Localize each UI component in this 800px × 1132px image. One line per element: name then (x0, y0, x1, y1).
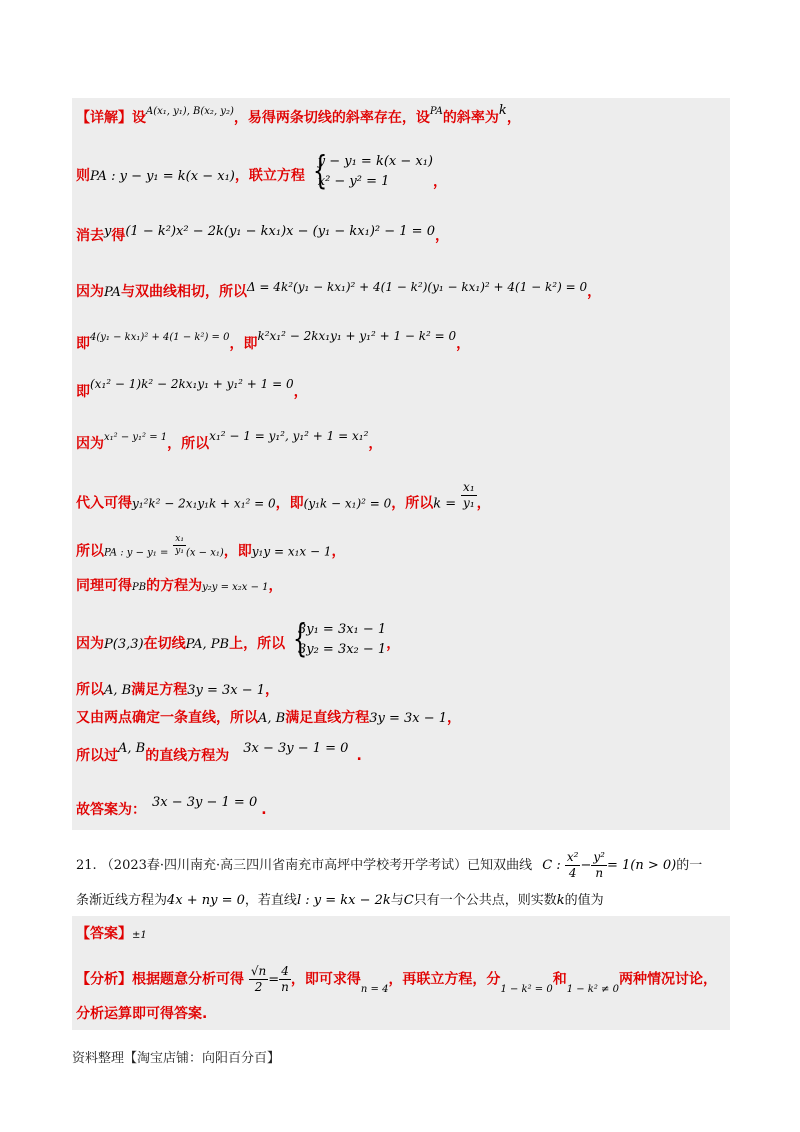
text: 即 (76, 384, 90, 400)
math: y₁y = x₁x − 1 (251, 544, 332, 559)
text: 的斜率为 (442, 110, 499, 126)
text: 因为 (76, 436, 104, 452)
math: k (498, 103, 507, 118)
text: ， (265, 682, 280, 698)
text: ， (268, 578, 283, 594)
fraction: $\frac{\text{x₁}}{\text{y₁}}$ (175, 534, 184, 556)
fraction: $\frac{\text{x₁}}{\text{y₁}}$ (463, 480, 475, 510)
math: − (580, 858, 592, 873)
solution-line-8 (76, 480, 491, 519)
solution-line-2 (76, 148, 448, 196)
math: 1 − k² ≠ 0 (566, 983, 619, 995)
text: 所以 (76, 543, 104, 560)
text: 两种情况讨论， (618, 971, 717, 988)
math: k = (433, 496, 457, 512)
solution-line-3 (76, 226, 449, 247)
text: ， (587, 284, 602, 300)
solution-line-1 (76, 103, 521, 130)
math: k (556, 893, 565, 908)
solution-line-5 (76, 329, 471, 356)
math: (y₁k − x₁)² = 0 (303, 496, 392, 511)
math: PA, PB (185, 637, 230, 652)
solution-line-12 (76, 680, 279, 701)
math: 3y = 3x − 1 (369, 711, 448, 726)
math: PA : y − y₁ = k(x − x₁) (90, 169, 235, 184)
math: 1 − k² = 0 (500, 983, 553, 995)
problem-text: ，若直线 (244, 893, 297, 908)
fraction: $\frac{\text{y²}}{n}$ (593, 850, 605, 880)
text: 与双曲线相切，所以 (120, 284, 247, 300)
text: ，即 (223, 543, 252, 560)
analysis-line-1 (76, 964, 717, 995)
footer-note: 资料整理【淘宝店铺：向阳百分百】 (72, 1051, 281, 1066)
text: ， (506, 110, 521, 126)
solution-line-14 (76, 741, 362, 767)
text: 得 (111, 228, 126, 244)
math: A, B (258, 711, 286, 726)
analysis-line-2 (76, 1004, 207, 1024)
text: 同理可得 (76, 578, 132, 594)
problem-text: 只有一个公共点，则实数 (413, 893, 557, 908)
math: PA (104, 285, 121, 300)
text: . (261, 802, 267, 818)
math: PB (132, 582, 147, 593)
math: n = 4 (360, 983, 389, 995)
problem-text: 的值为 (564, 893, 604, 908)
math: A(x₁, y₁), B(x₂, y₂) (146, 106, 234, 117)
solution-line-7 (76, 429, 383, 456)
fraction: $\frac{√n}{2}$ (250, 964, 267, 994)
math: (1 − k²)x² − 2k(y₁ − kx₁)x − (y₁ − kx₁)² − 1 = 0 (125, 224, 435, 239)
fraction: $\frac{4}{n}$ (281, 964, 289, 994)
text: 所以过 (76, 748, 118, 764)
math: A, B (104, 683, 132, 698)
problem-text: 21. （2023春·四川南充·高三四川省南充市高坪中学校考开学考试）已知双曲线 (76, 858, 533, 873)
answer-value: ±1 (132, 930, 147, 941)
fraction: $\frac{\text{x²}}{4}$ (566, 850, 579, 880)
math: x₁² − y₁² = 1 (104, 432, 168, 443)
solution-line-13 (76, 708, 461, 729)
math: 3x − 3y − 1 = 0 (243, 741, 349, 756)
text: ，易得两条切线的斜率存在，设 (233, 110, 430, 126)
text: 又由两点确定一条直线，所以 (76, 710, 258, 726)
text: ， (433, 174, 448, 190)
text: 满足方程 (131, 682, 188, 698)
solution-line-4 (76, 282, 601, 303)
math: Δ = 4k²(y₁ − kx₁)² + 4(1 − k²)(y₁ − kx₁)² + 4(1 − k²) = 0 (246, 280, 588, 294)
text: 因为 (76, 284, 104, 300)
math: A, B (118, 741, 146, 756)
text: ，即 (275, 495, 304, 512)
math: C (403, 893, 414, 908)
text: ， (368, 436, 383, 452)
text: . (356, 748, 362, 764)
text: 满足直线方程 (285, 710, 370, 726)
text: 上，所以 (229, 636, 286, 652)
math: 4(y₁ − kx₁)² + 4(1 − k²) = 0 (90, 332, 230, 343)
text: ， (331, 543, 346, 560)
math: 3x − 3y − 1 = 0 (152, 795, 258, 810)
answer-line (76, 924, 147, 946)
analysis-label: 【分析】根据题意分析可得 (76, 971, 244, 988)
math: PA (429, 106, 443, 117)
text: ，联立方程 (234, 168, 305, 184)
math: PA : y − y₁ = (104, 547, 169, 559)
text: ， (476, 495, 491, 512)
math: (x − x₁) (185, 547, 224, 559)
text: 的直线方程为 (145, 748, 230, 764)
text: ，再联立方程，分 (388, 971, 501, 988)
text: 所以 (76, 682, 104, 698)
detail-label: 【详解】设 (76, 110, 146, 126)
solution-line-9 (76, 534, 346, 564)
equation-system: { y − y₁ = k(x − x₁) x² − y² = 1 (312, 148, 434, 192)
math: C : (542, 858, 561, 873)
text: ，即可求得 (290, 971, 361, 988)
text: ，所以 (167, 436, 210, 452)
text: 在切线 (143, 636, 186, 652)
text: ， (386, 636, 401, 652)
math: P(3,3) (104, 637, 144, 652)
math: l : y = kx − 2k (296, 893, 391, 908)
text: 的方程为 (146, 578, 203, 594)
math: x₁² − 1 = y₁², y₁² + 1 = x₁² (209, 429, 369, 443)
math: = (268, 972, 280, 988)
text: 故答案为： (76, 802, 146, 818)
text: 即 (76, 336, 90, 352)
solution-line-6 (76, 377, 308, 402)
text: 消去 (76, 228, 104, 244)
math: y₂y = x₂x − 1 (202, 582, 269, 593)
problem-text: 条渐近线方程为 (76, 893, 168, 908)
text: 分析运算即可得答案. (76, 1006, 208, 1022)
text: ， (456, 336, 471, 352)
equation-system: { 3y₁ = 3x₁ − 1 3y₂ = 3x₂ − 1 (292, 616, 387, 660)
text: 代入可得 (76, 495, 132, 512)
text: ， (293, 384, 308, 400)
text: ， (447, 710, 462, 726)
solution-line-11 (76, 616, 401, 664)
math: (x₁² − 1)k² − 2kx₁y₁ + y₁² + 1 = 0 (90, 377, 294, 391)
problem-line-1 (76, 850, 702, 881)
math: 3y = 3x − 1 (187, 683, 266, 698)
text: 和 (552, 971, 567, 988)
text: ， (434, 228, 449, 244)
problem-text: 的一 (676, 858, 703, 873)
solution-line-10 (76, 576, 283, 598)
math: = 1(n > 0) (606, 858, 677, 873)
problem-line-2 (76, 891, 604, 911)
text: ，所以 (391, 495, 434, 512)
text: 则 (76, 168, 90, 184)
text: 因为 (76, 636, 104, 652)
math: 4x + ny = 0 (167, 893, 245, 908)
text: ，即 (229, 336, 258, 352)
math: y (104, 224, 112, 239)
math: k²x₁² − 2kx₁y₁ + y₁² + 1 − k² = 0 (257, 329, 457, 343)
math: y₁²k² − 2x₁y₁k + x₁² = 0 (132, 496, 276, 511)
answer-label: 【答案】 (76, 926, 132, 942)
solution-line-15 (76, 795, 267, 821)
problem-text: 与 (390, 893, 404, 908)
